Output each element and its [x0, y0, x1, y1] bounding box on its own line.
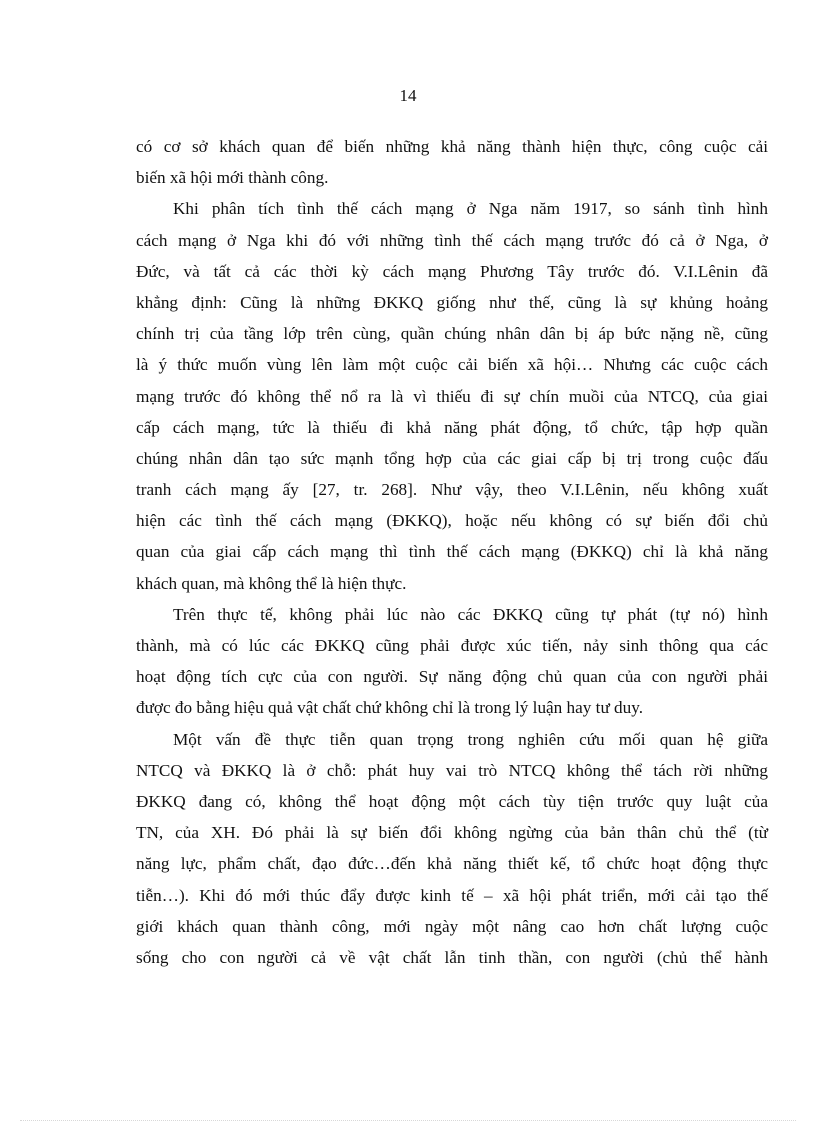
- text-line: Đức, và tất cả các thời kỳ cách mạng Phương Tây trước đó. V.I.Lênin đã: [136, 261, 768, 281]
- text-line: NTCQ và ĐKKQ là ở chỗ: phát huy vai trò NTCQ không thể tách rời những: [136, 760, 768, 780]
- text-line: biến xã hội mới thành công.: [136, 168, 329, 188]
- text-line: là ý thức muốn vùng lên làm một cuộc cải biến xã hội… Nhưng các cuộc cách: [136, 355, 768, 375]
- text-line: giới khách quan thành công, mới ngày một nâng cao hơn chất lượng cuộc: [136, 916, 768, 936]
- page-bottom-divider: [20, 1120, 796, 1121]
- text-line: được đo bằng hiệu quả vật chất chứ không chỉ là trong lý luận hay tư duy.: [136, 698, 644, 718]
- text-line: tranh cách mạng ấy [27, tr. 268]. Như vậy, theo V.I.Lênin, nếu không xuất: [136, 480, 768, 500]
- body-text: [136, 131, 768, 973]
- page-number: 14: [399, 86, 417, 105]
- text-line: có cơ sở khách quan để biến những khả năng thành hiện thực, công cuộc cải: [136, 137, 768, 156]
- text-line: khẳng định: Cũng là những ĐKKQ giống như thế, cũng là sự khủng hoảng: [136, 292, 768, 312]
- text-line: khách quan, mà không thể là hiện thực.: [136, 573, 407, 593]
- text-line: hoạt động tích cực của con người. Sự năng động chủ quan của con người phải: [136, 667, 768, 687]
- text-line: mạng trước đó không thể nổ ra là vì thiếu đi sự chín muồi của NTCQ, của giai: [136, 386, 768, 406]
- text-line: ĐKKQ đang có, không thể hoạt động một cách tùy tiện trước quy luật của: [136, 791, 768, 811]
- text-line: năng lực, phẩm chất, đạo đức…đến khả năng thiết kế, tổ chức hoạt động thực: [136, 854, 768, 874]
- text-line: cấp cách mạng, tức là thiếu đi khả năng phát động, tổ chức, tập hợp quần: [136, 417, 768, 437]
- text-line: chúng nhân dân tạo sức mạnh tổng hợp của các giai cấp bị trị trong cuộc đấu: [136, 448, 768, 468]
- text-line: tiễn…). Khi đó mới thúc đẩy được kinh tế – xã hội phát triển, mới cải tạo thế: [136, 885, 768, 905]
- text-line: chính trị của tầng lớp trên cùng, quần chúng nhân dân bị áp bức nặng nề, cũng: [136, 324, 768, 344]
- text-line: sống cho con người cả về vật chất lẫn tinh thần, con người (chủ thể hành: [136, 947, 768, 967]
- text-line: thành, mà có lúc các ĐKKQ cũng phải được xúc tiến, nảy sinh thông qua các: [136, 636, 768, 655]
- text-line: TN, của XH. Đó phải là sự biến đổi không ngừng của bản thân chủ thể (từ: [136, 823, 768, 843]
- text-line: Trên thực tế, không phải lúc nào các ĐKKQ cũng tự phát (tự nó) hình: [173, 604, 768, 624]
- text-line: quan của giai cấp cách mạng thì tình thế cách mạng (ĐKKQ) chỉ là khả năng: [136, 542, 768, 562]
- text-line: cách mạng ở Nga khi đó với những tình thế cách mạng trước đó cả ở Nga, ở: [136, 230, 768, 250]
- text-line: hiện các tình thế cách mạng (ĐKKQ), hoặc nếu không có sự biến đổi chủ: [136, 511, 768, 531]
- text-line: Một vấn đề thực tiễn quan trọng trong nghiên cứu mối quan hệ giữa: [173, 729, 768, 749]
- text-line: Khi phân tích tình thế cách mạng ở Nga năm 1917, so sánh tình hình: [173, 199, 768, 219]
